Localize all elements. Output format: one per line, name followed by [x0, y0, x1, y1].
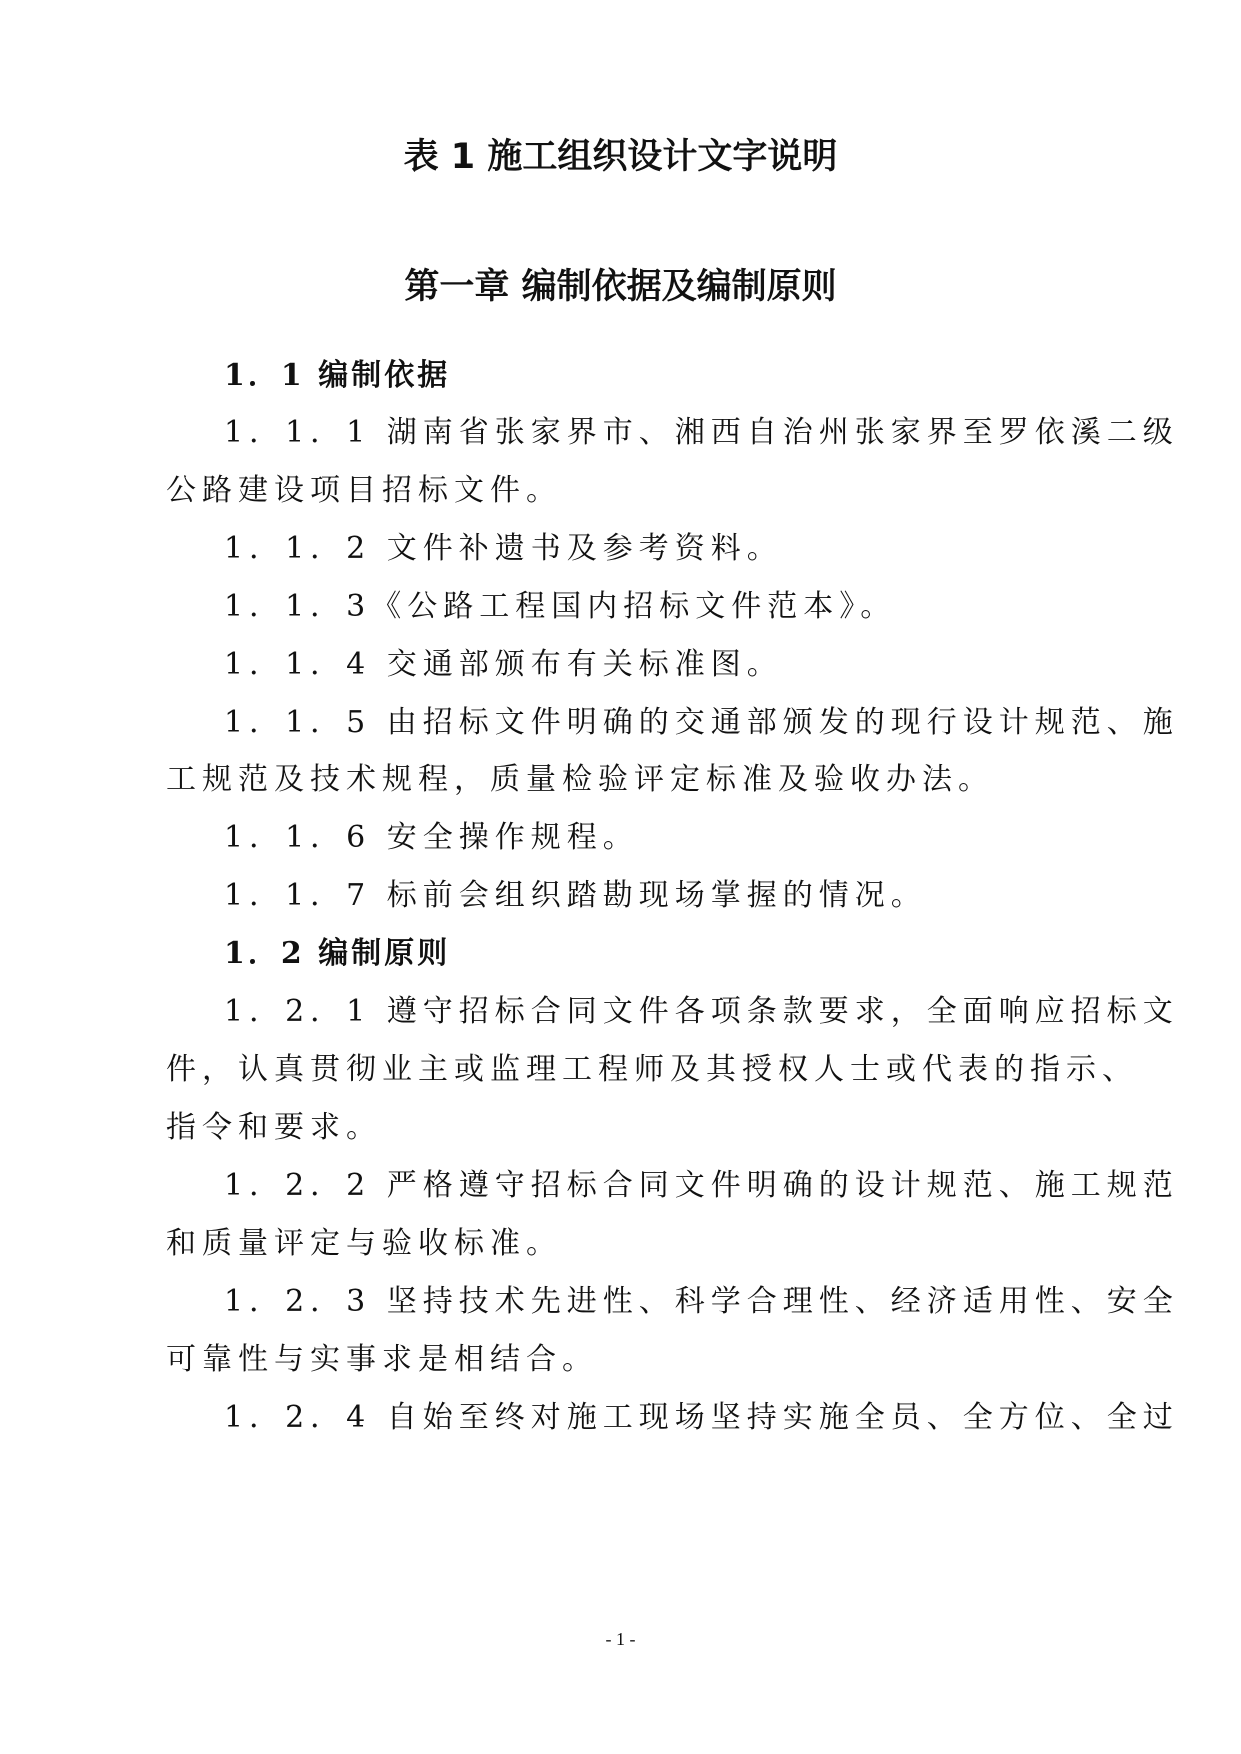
section-heading-1-1: 1．1 编制依据	[224, 358, 451, 393]
chapter-title: 第一章 编制依据及编制原则	[404, 267, 837, 307]
paragraph-line: 件，认真贯彻业主或监理工程师及其授权人士或代表的指示、	[166, 1052, 1138, 1087]
section-heading-1-2: 1．2 编制原则	[224, 936, 451, 971]
paragraph-line: 1．1．2 文件补遗书及参考资料。	[224, 531, 783, 566]
paragraph-line: 1．1．3《公路工程国内招标文件范本》。	[224, 589, 897, 624]
paragraph-line: 1．1．4 交通部颁布有关标准图。	[224, 647, 783, 682]
paragraph-line: 1．2．3 坚持技术先进性、科学合理性、经济适用性、安全	[224, 1284, 1179, 1319]
page-number: - 1 -	[605, 1629, 636, 1649]
paragraph-line: 1．1．5 由招标文件明确的交通部颁发的现行设计规范、施	[224, 705, 1179, 740]
table-title: 表 1 施工组织设计文字说明	[403, 137, 838, 177]
paragraph-line: 1．2．4 自始至终对施工现场坚持实施全员、全方位、全过	[224, 1400, 1179, 1435]
paragraph-line: 1．2．2 严格遵守招标合同文件明确的设计规范、施工规范	[224, 1168, 1179, 1203]
paragraph-line: 1．2．1 遵守招标合同文件各项条款要求，全面响应招标文	[224, 994, 1179, 1029]
paragraph-line: 1．1．7 标前会组织踏勘现场掌握的情况。	[224, 878, 927, 913]
paragraph-line: 可靠性与实事求是相结合。	[166, 1342, 598, 1377]
paragraph-line: 工规范及技术规程，质量检验评定标准及验收办法。	[166, 762, 994, 797]
paragraph-line: 公路建设项目招标文件。	[166, 473, 562, 508]
paragraph-line: 1．1．6 安全操作规程。	[224, 820, 639, 855]
paragraph-line: 指令和要求。	[166, 1110, 382, 1145]
paragraph-line: 1．1．1 湖南省张家界市、湘西自治州张家界至罗依溪二级	[224, 415, 1179, 450]
paragraph-line: 和质量评定与验收标准。	[166, 1226, 562, 1261]
